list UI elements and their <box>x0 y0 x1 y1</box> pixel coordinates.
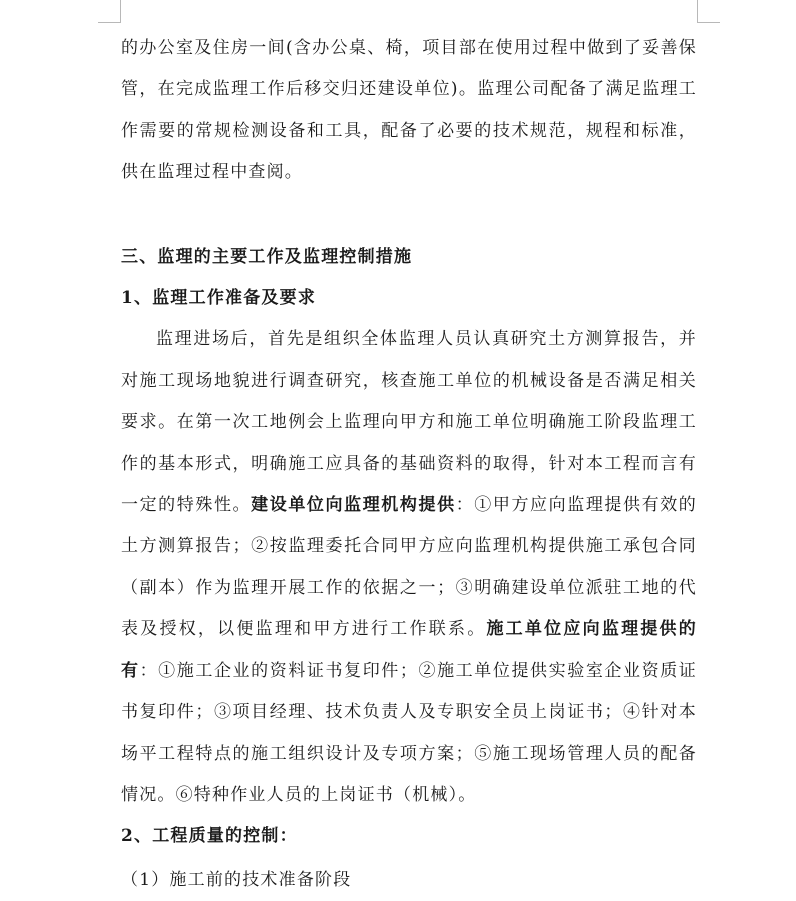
paragraph-office-equipment: 的办公室及住房一间(含办公桌、椅，项目部在使用过程中做到了妥善保管，在完成监理工作后移交归还建设单位)。监理公司配备了满足监理工作需要的常规检测设备和工具，配备了必要的技术规范，规程和标准，供在监理过程中查阅。 <box>121 38 697 183</box>
paragraph-preparation-requirements <box>121 319 697 816</box>
section-heading-main-work: 三、监理的主要工作及监理控制措施 <box>121 246 413 267</box>
paragraph-text: ：①施工企业的资料证书复印件；②施工单位提供实验室企业资质证书复印件；③项目经理、技术负责人及专职安全员上岗证书；④针对本场平工程特点的施工组织设计及专项方案；⑤施工现场管理人员的配备情况。⑥特种作业人员的上岗证书（机械）。 <box>121 660 697 805</box>
page-corner-mark-right <box>697 0 720 23</box>
paragraph-text: 监理进场后，首先是组织全体监理人员认真研究土方测算报告，并对施工现场地貌进行调查研究，核查施工单位的机械设备是否满足相关要求。在第一次工地例会上监理向甲方和施工单位明确施工阶段监理工作的基本形式，明确施工应具备的基础资料的取得，针对本工程而言有一定的特殊性。 <box>121 329 697 516</box>
paragraph-spacer <box>121 194 697 237</box>
paragraph-text: ：①甲方应向监理提供有效的土方测算报告；②按监理委托合同甲方应向监理机构提供施工承包合同（副本）作为监理开展工作的依据之一；③明确建设单位派驻工地的代表及授权，以便监理和甲方进行工作联系。 <box>121 495 697 640</box>
bold-phrase-owner-provides: 建设单位向监理机构提供 <box>251 495 456 516</box>
subsection-heading-quality-control: 2、工程质量的控制： <box>121 826 298 847</box>
page-corner-mark-left <box>98 0 121 23</box>
subsection-heading-preparation: 1、监理工作准备及要求 <box>121 288 317 309</box>
cut-off-text-line <box>121 860 697 890</box>
document-body <box>121 28 697 858</box>
bold-phrase-contractor-provides: 施工单位应向监理提供的有 <box>121 619 697 681</box>
cut-off-text: （1）施工前的技术准备阶段 <box>121 870 352 890</box>
